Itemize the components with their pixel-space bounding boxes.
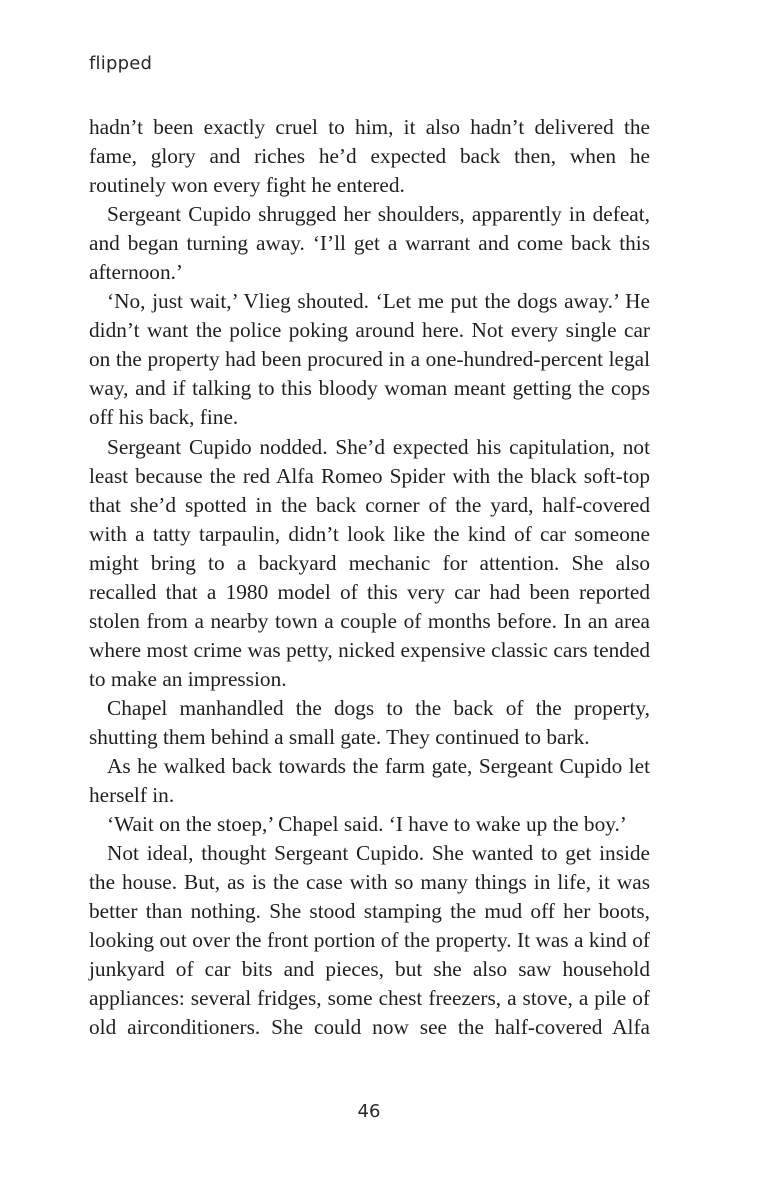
paragraph: ‘No, just wait,’ Vlieg shouted. ‘Let me put the dogs away.’ He didn’t want the police poking around here. Not every single car on the property had been procured in a one-hundred-percent legal way, and if talking to this bloody woman meant getting the cops off his back, fine. <box>89 289 650 430</box>
paragraph: ‘Wait on the stoep,’ Chapel said. ‘I have to wake up the boy.’ <box>107 812 627 837</box>
paragraph: As he walked back towards the farm gate, Sergeant Cupido let herself in. <box>89 754 650 808</box>
page-number: 46 <box>357 1101 381 1122</box>
paragraph: Not ideal, thought Sergeant Cupido. She wanted to get inside the house. But, as is the case with so many things in life, it was better than nothing. She stood stamping the mud off her boots, looking out over the front portion of the property. It was a kind of junkyard of car bits and pieces, but she also saw household appliances: several fridges, some chest freezers, a stove, a pile of old airconditioners. She could now see the half-covered Alfa <box>89 841 650 1040</box>
paragraph: hadn’t been exactly cruel to him, it also hadn’t delivered the fame, glory and riches he’d expected back then, when he routinely won every fight he entered. <box>89 115 650 198</box>
paragraph: Sergeant Cupido nodded. She’d expected his capitulation, not least because the red Alfa Romeo Spider with the black soft-top that she’d spotted in the back corner of the yard, half-covered with a tatty tarpaulin, didn’t look like the kind of car someone might bring to a backyard mechanic for attention. She also recalled that a 1980 model of this very car had been reported stolen from a nearby town a couple of months before. In an area where most crime was petty, nicked expensive classic cars tended to make an impression. <box>89 434 650 691</box>
body-text <box>89 113 650 1043</box>
paragraph: Chapel manhandled the dogs to the back of the property, shutting them behind a small gate. They continued to bark. <box>89 695 650 749</box>
running-head: flipped <box>89 53 153 74</box>
paragraph: Sergeant Cupido shrugged her shoulders, apparently in defeat, and began turning away. ‘I’ll get a warrant and come back this afternoon.’ <box>89 202 650 285</box>
